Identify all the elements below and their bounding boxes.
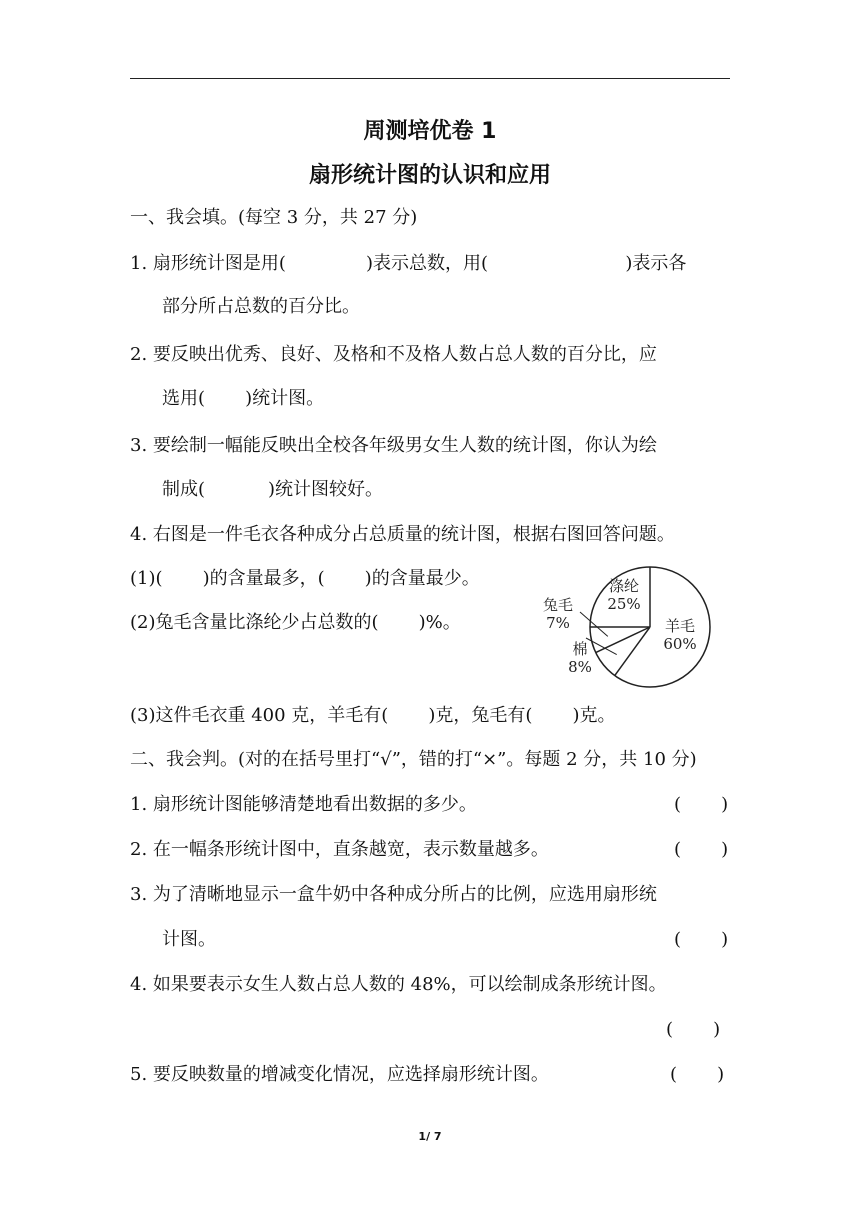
section1-heading: 一、我会填。(每空 3 分，共 27 分) bbox=[130, 207, 418, 228]
judge-item-3-text: 3. 为了清晰地显示一盒牛奶中各种成分所占的比例，应选用扇形统 bbox=[130, 884, 657, 905]
section2-heading: 二、我会判。(对的在括号里打“√”，错的打“×”。每题 2 分，共 10 分) bbox=[130, 749, 697, 770]
pie-slice-value-label: 60% bbox=[663, 635, 697, 653]
q1-line2: 部分所占总数的百分比。 bbox=[162, 296, 360, 317]
q4-sub3: (3)这件毛衣重 400 克，羊毛有( )克，兔毛有( )克。 bbox=[130, 705, 616, 726]
page-number: 1/ 7 bbox=[418, 1130, 442, 1143]
judge-item-1-text: 1. 扇形统计图能够清楚地看出数据的多少。 bbox=[130, 794, 477, 815]
q4-line1: 4. 右图是一件毛衣各种成分占总质量的统计图，根据右图回答问题。 bbox=[130, 524, 675, 545]
page-subtitle: 扇形统计图的认识和应用 bbox=[308, 163, 551, 188]
judge-item-2-answer-blank[interactable]: ( ) bbox=[674, 839, 729, 860]
judge-item-1-answer-blank[interactable]: ( ) bbox=[674, 794, 729, 815]
judge-item-3-answer-blank[interactable]: ( ) bbox=[674, 929, 729, 950]
pie-slice-label: 羊毛 bbox=[664, 617, 696, 635]
judge-item-4-text: 4. 如果要表示女生人数占总人数的 48%，可以绘制成条形统计图。 bbox=[130, 974, 667, 995]
pie-chart bbox=[520, 556, 740, 696]
q3-line2: 制成( )统计图较好。 bbox=[162, 479, 383, 500]
judge-item-4-answer-blank[interactable]: ( ) bbox=[666, 1019, 721, 1040]
q2-line1: 2. 要反映出优秀、良好、及格和不及格人数占总人数的百分比，应 bbox=[130, 344, 657, 365]
q1-line1: 1. 扇形统计图是用( )表示总数，用( )表示各 bbox=[130, 253, 687, 274]
pie-slice-label: 棉 bbox=[572, 640, 588, 658]
pie-slice-value-label: 7% bbox=[546, 614, 570, 632]
pie-slice-value-label: 8% bbox=[568, 658, 592, 676]
pie-slice-label: 兔毛 bbox=[542, 596, 574, 614]
q2-line2: 选用( )统计图。 bbox=[162, 388, 325, 409]
judge-item-5-answer-blank[interactable]: ( ) bbox=[670, 1064, 725, 1085]
page-title: 周测培优卷 1 bbox=[363, 119, 497, 144]
pie-slice-value-label: 25% bbox=[607, 595, 641, 613]
judge-item-3-cont: 计图。 bbox=[162, 929, 216, 950]
q4-sub1: (1)( )的含量最多，( )的含量最少。 bbox=[130, 568, 480, 589]
judge-item-2-text: 2. 在一幅条形统计图中，直条越宽，表示数量越多。 bbox=[130, 839, 549, 860]
q3-line1: 3. 要绘制一幅能反映出全校各年级男女生人数的统计图，你认为绘 bbox=[130, 435, 657, 456]
q4-sub2: (2)兔毛含量比涤纶少占总数的( )%。 bbox=[130, 612, 461, 633]
pie-slice-label: 涤纶 bbox=[608, 577, 640, 595]
judge-item-5-text: 5. 要反映数量的增减变化情况，应选择扇形统计图。 bbox=[130, 1064, 549, 1085]
header-rule bbox=[130, 78, 730, 79]
